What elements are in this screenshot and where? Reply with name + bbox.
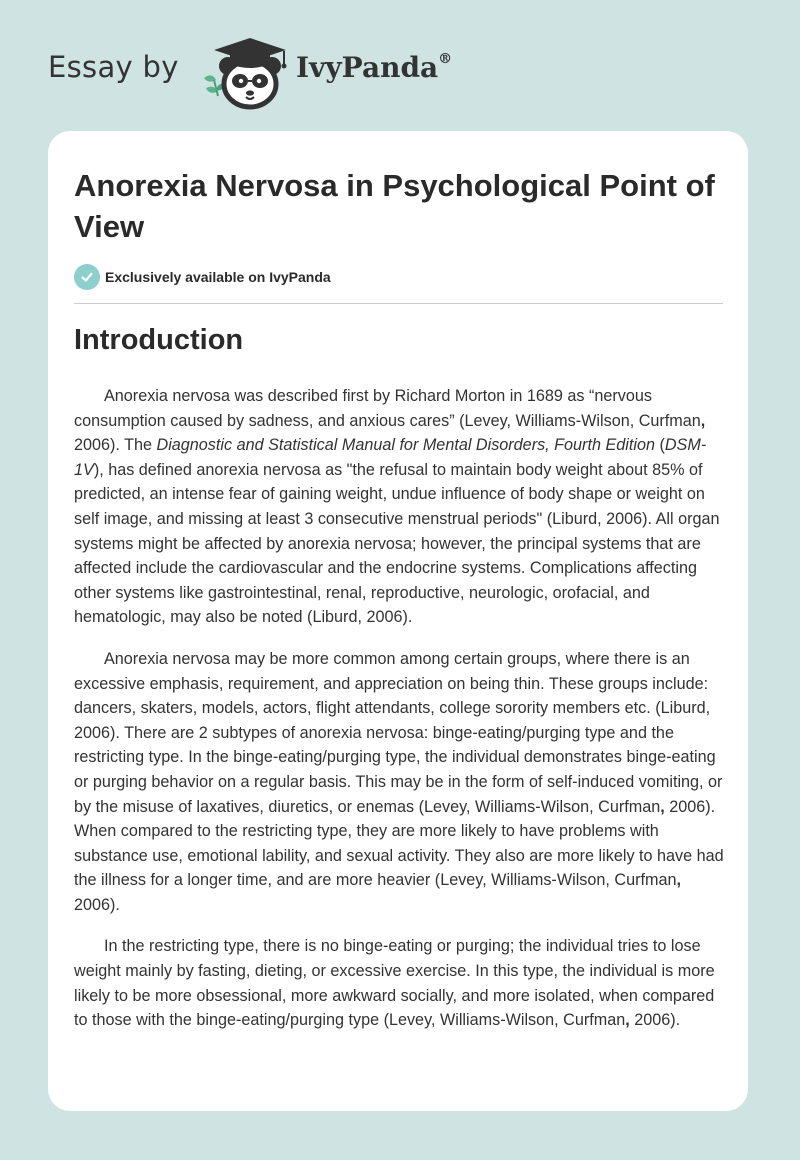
paragraph-2: Anorexia nervosa may be more common among certain groups, where there is an excessive emphasis, requirement, and appreciation on being thin. These groups include: dancers, skaters, models, actors, flight attendants, college sorority members etc. (Liburd, 2006). There are 2 subtypes of anorexia nervosa: binge-eating/purging type and the restricting type. In the binge-eating/purging type, the individual demonstrates binge-eating or purging behavior on a regular basis. This may be in the form of self-induced vomiting, or by the misuse of laxatives, diuretics, or enemas (Levey, Williams-Wilson, Curfman, 2006). When compared to the restricting type, they are more likely to have problems with substance use, emotional lability, and sexual activity. They also are more likely to have had the illness for a longer time, and are more heavier (Levey, Williams-Wilson, Curfman, 2006). [74,649,724,914]
essay-card [48,131,748,1111]
site-header [0,0,800,130]
divider [74,303,723,304]
paragraph-1: Anorexia nervosa was described first by Richard Morton in 1689 as “nervous consumption caused by sadness, and anxious cares” (Levey, Williams-Wilson, Curfman, 2006). The Diagnostic and Statistical Manual for Mental Disorders, Fourth Edition (DSM-1V), has defined anorexia nervosa as "the refusal to maintain body weight about 85% of predicted, an intense fear of gaining weight, undue influence of body shape or weight on self image, and missing at least 3 consecutive menstrual periods" (Liburd, 2006). All organ systems might be affected by anorexia nervosa; however, the principal systems that are affected include the cardiovascular and the endocrine systems. Complications affecting other systems like gastrointestinal, renal, reproductive, neurologic, orofacial, and hematologic, may also be noted (Liburd, 2006). [74,387,720,627]
exclusive-badge [74,264,331,290]
checkmark-icon [74,264,100,290]
paragraph-3: In the restricting type, there is no binge-eating or purging; the individual tries to lose weight mainly by fasting, dieting, or excessive exercise. In this type, the individual is more likely to be more obsessional, more awkward socially, and more isolated, when compared to those with the binge-eating/purging type (Levey, Williams-Wilson, Curfman, 2006). [74,937,715,1030]
essay-title: Anorexia Nervosa in Psychological Point of View [74,168,715,244]
registered-mark: ® [438,50,453,67]
panda-graduate-icon [200,32,298,110]
essay-by-label: Essay by [48,50,179,84]
section-heading: Introduction [74,324,244,356]
exclusive-label: Exclusively available on IvyPanda [105,269,331,285]
ivypanda-logo[interactable] [200,32,298,110]
brand-name [296,51,452,84]
essay-body [74,384,724,1050]
brand-text: IvyPanda [296,51,439,84]
